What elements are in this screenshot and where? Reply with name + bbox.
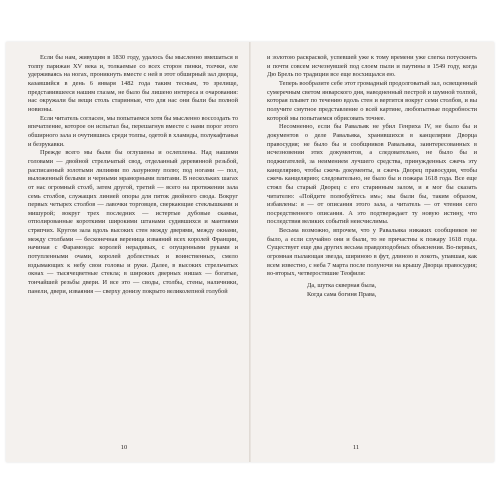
paragraph: Весьма возможно, впрочем, что у Равальяка никаких сообщников не было, а если случайно они и были, то не причастны к пожару 1618 года. Существует еще два других весьма правдоподобных объяснения. Во-первых, огромная пылающая звезда, шириною в фут, длиною в локоть, упавшая, как всем известно, с неба 7 марта после полуночи на крышу Дворца правосудия; во-вторых, четверостишие Теофиля: <box>267 227 477 278</box>
paragraph: Прежде всего мы были бы оглушены и ослеплены. Над нашими головами — двойной стрельчатый свод, отделанный деревянной резьбой, расписанный золотыми лилиями по лазурному полю; под ногами — пол, выложенный белыми и черными мраморными плитами. В нескольких шагах от нас огромный столб, затем другой, третий — всего на протяжении зала семь столбов, служащих линией опоры для пяток двойного свода. Вокруг первых четырех столбов — лавочки торговцев, сверкающие стеклышками и мишурой; вокруг трех последних — истертые дубовые скамьи, отполированные короткими широкими штанами судившихся и мантиями стряпчих. Кругом зала вдоль высоких стен между дверями, между окнами, между столбами — бесконечная вереница изваяний всех королей Франции, начиная с Фарамонда: королей нерадивых, с опущенными руками и потупленными очами, королей доблестных и воинственных, смело вздымающих к небу свои головы и руки. Далее, в высоких стрельчатых окнах — тысячецветные стекла; в широких дверных нишах — богатые, тончайшей резьбы двери. И все это — своды, столбы, стены, наличники, панели, двери, изваяния — сверху донизу покрыто великолепной голубой <box>28 149 238 295</box>
verse-line: Когда сама богиня Права, <box>307 290 377 298</box>
right-page <box>267 54 477 439</box>
left-page <box>28 54 238 439</box>
page-number-left: 10 <box>120 444 128 451</box>
book-spread <box>6 42 494 462</box>
paragraph: Несомненно, если бы Равальяк не убил Генриха IV, не было бы и документов о деле Равальяка, хранившихся в канцелярии Дворца правосудия; не было бы и сообщников Равальяка, заинтересованных в исчезновении этих документов, а следовательно, не было бы и поджигателей, за неимением лучшего средства, принужденных сжечь эту канцелярию, чтобы сжечь документы, и сжечь Дворец правосудия, чтобы сжечь канцелярию; следовательно, не было бы и пожара 1618 года. Все еще стоял бы старый Дворец с его старинным залом, и я мог бы сказать читателю: «Пойдите полюбуйтесь им»; мы были бы, таким образом, избавлены: я — от описания этого зала, а читатель — от чтения сего посредственного описания. А это подтверждает ту новую истину, что последствия великих событий неисчислимы. <box>267 123 477 226</box>
page-number-right: 11 <box>352 444 360 451</box>
paragraph: Если читатель согласен, мы попытаемся хотя бы мысленно воссоздать то впечатление, которое он испытал бы, перешагнув вместе с нами порог этого обширного зала и очутившись среди толпы, одетой в хламиды, полукафтанья и безрукавки. <box>28 114 238 148</box>
paragraph: и золотою раскраской, успевшей уже к тому времени уже слегка потускнеть и почти совсем исчезнувшей под слоем пыли и паутины в 1549 году, когда Дю Брель по традиции все еще восхищался ею. <box>267 54 477 79</box>
paragraph: Теперь вообразите себе этот громадный продолговатый зал, освещенный сумеречным светом январского дня, наводненный пестрой и шумной толпой, которая плывет по течению вдоль стен и вертится вокруг семи столбов, и вы получите смутное представление о всей картине, любопытные подробности которой мы попытаемся обрисовать точнее. <box>267 79 477 122</box>
book-gutter <box>249 42 251 462</box>
verse-line: Да, шутка скверная была, <box>307 282 377 290</box>
paragraph: Если бы нам, живущим в 1830 году, удалось бы мысленно вмешаться в толпу парижан XV века и, толкаемые со всех сторон пинки, толчки, еле удерживаясь на ногах, проникнуть вместе с ней в этот обширный зал дворца, казавшийся в день 6 января 1482 года таким тесным, то зрелище, представившееся нашим глазам, не было бы лишено интереса и очарования: нас окружали бы вещи столь старинные, что для нас они были бы полной новизны. <box>28 54 238 113</box>
verse <box>267 282 477 299</box>
